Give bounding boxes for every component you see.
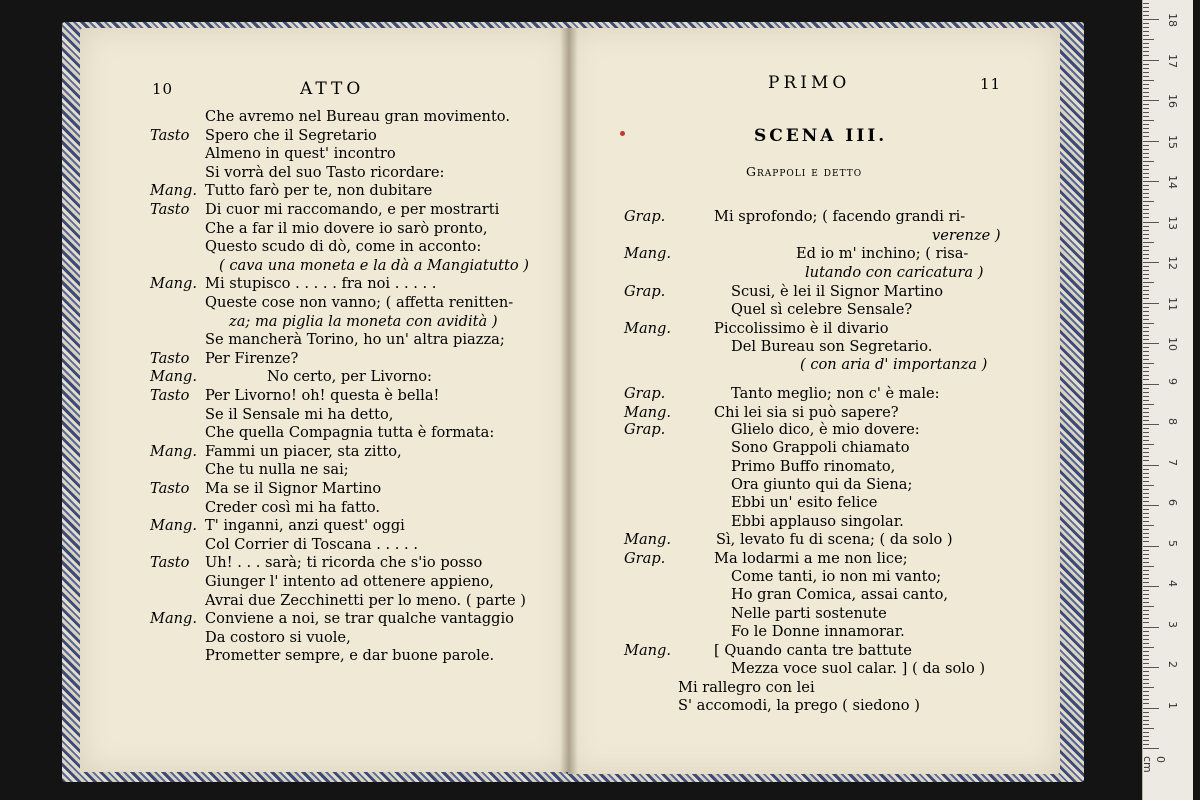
- ruler-tick: [1143, 242, 1154, 243]
- speaker-label: Mang.: [624, 642, 672, 659]
- ruler-tick: [1143, 469, 1149, 470]
- ruler-tick: [1143, 60, 1159, 61]
- speaker-label: Tasto: [150, 349, 190, 367]
- verse-line: Fo le Donne innamorar.: [731, 623, 905, 640]
- verse-line: Ebbi un' esito felice: [731, 494, 878, 511]
- ruler-tick: [1143, 335, 1149, 336]
- verse-line: Sono Grappoli chiamato: [731, 439, 910, 456]
- ruler-tick: [1143, 294, 1149, 295]
- ruler-tick: [1143, 189, 1149, 190]
- ruler-tick: [1143, 68, 1149, 69]
- ruler-tick: [1143, 250, 1149, 251]
- ruler-number: 1: [1166, 701, 1179, 709]
- red-ink-mark: [620, 131, 625, 136]
- ruler-tick: [1143, 274, 1149, 275]
- verse-line: Scusi, è lei il Signor Martino: [731, 283, 944, 300]
- ruler-tick: [1143, 546, 1159, 547]
- ruler-tick: [1143, 181, 1159, 182]
- ruler-tick: [1143, 193, 1149, 194]
- speaker-label: Tasto: [150, 554, 190, 572]
- ruler-tick: [1143, 88, 1149, 89]
- verse-line: Per Firenze?: [205, 349, 299, 367]
- ruler-tick: [1143, 525, 1154, 526]
- ruler-tick: [1143, 80, 1154, 81]
- verse-line: Ho gran Comica, assai canto,: [731, 586, 949, 603]
- ruler-tick: [1143, 201, 1154, 202]
- ruler-tick: [1143, 428, 1149, 429]
- ruler-tick: [1143, 222, 1159, 223]
- ruler-tick: [1143, 618, 1149, 619]
- book-gutter: [560, 28, 578, 774]
- ruler-tick: [1143, 396, 1149, 397]
- ruler-tick: [1143, 424, 1159, 425]
- verse-line: Conviene a noi, se trar qualche vantaggio: [205, 610, 514, 628]
- ruler-number: 5: [1166, 539, 1179, 547]
- ruler-tick: [1143, 651, 1149, 652]
- ruler-tick: [1143, 7, 1149, 8]
- ruler-tick: [1143, 558, 1149, 559]
- ruler-tick: [1143, 655, 1149, 656]
- ruler-tick: [1143, 108, 1149, 109]
- ruler-tick: [1143, 84, 1149, 85]
- ruler-tick: [1143, 145, 1149, 146]
- speaker-label: Mang.: [150, 442, 198, 460]
- ruler-number: 9: [1166, 377, 1179, 385]
- ruler-number: 15: [1166, 134, 1179, 149]
- ruler-tick: [1143, 104, 1149, 105]
- ruler-tick: [1143, 298, 1149, 299]
- ruler-number: 3: [1166, 620, 1179, 628]
- ruler-tick: [1143, 537, 1149, 538]
- ruler-tick: [1143, 347, 1149, 348]
- verse-line: Sì, levato fu di scena; ( da solo ): [716, 531, 953, 548]
- ruler-tick: [1143, 550, 1149, 551]
- ruler-tick: [1143, 392, 1149, 393]
- ruler-tick: [1143, 566, 1154, 567]
- ruler-tick: [1143, 699, 1149, 700]
- ruler-unit-label: 0 cm: [1141, 756, 1167, 773]
- verse-line: Che a far il mio dovere io sarò pronto,: [205, 219, 488, 237]
- ruler-tick: [1143, 716, 1149, 717]
- verse-line: Che tu nulla ne sai;: [205, 461, 349, 479]
- ruler-tick: [1143, 740, 1149, 741]
- ruler-tick: [1143, 485, 1154, 486]
- ruler-tick: [1143, 748, 1159, 749]
- ruler-tick: [1143, 165, 1149, 166]
- verse-line: No certo, per Livorno:: [267, 368, 432, 386]
- ruler-tick: [1143, 141, 1159, 142]
- speaker-label: Grap.: [624, 283, 666, 300]
- ruler-number: 11: [1166, 296, 1179, 311]
- ruler-number: 10: [1166, 337, 1179, 351]
- ruler-number: 2: [1166, 661, 1179, 668]
- ruler-tick: [1143, 39, 1154, 40]
- ruler-tick: [1143, 116, 1149, 117]
- ruler-tick: [1143, 136, 1149, 137]
- ruler-tick: [1143, 489, 1149, 490]
- right-running-head: PRIMO: [768, 73, 851, 93]
- verse-line: T' inganni, anzi quest' oggi: [205, 517, 405, 535]
- ruler-tick: [1143, 23, 1149, 24]
- ruler-tick: [1143, 238, 1149, 239]
- ruler-tick: [1143, 246, 1149, 247]
- ruler-tick: [1143, 574, 1149, 575]
- ruler-tick: [1143, 92, 1149, 93]
- ruler-tick: [1143, 404, 1154, 405]
- verse-line: Ma se il Signor Martino: [205, 480, 382, 497]
- ruler-tick: [1143, 31, 1149, 32]
- ruler-tick: [1143, 720, 1149, 721]
- ruler-tick: [1143, 177, 1149, 178]
- ruler-number: 12: [1166, 256, 1179, 270]
- ruler-tick: [1143, 388, 1149, 389]
- ruler-tick: [1143, 367, 1149, 368]
- ruler-tick: [1143, 432, 1149, 433]
- speaker-label: Mang.: [150, 275, 198, 293]
- ruler-tick: [1143, 444, 1154, 445]
- speaker-label: Tasto: [150, 387, 190, 404]
- ruler-number: 7: [1166, 458, 1179, 466]
- speaker-label: Mang.: [150, 182, 198, 200]
- ruler-tick: [1143, 460, 1149, 461]
- ruler-number: 8: [1166, 418, 1179, 425]
- ruler-tick: [1143, 339, 1149, 340]
- verse-line: verenze ): [932, 227, 1001, 244]
- speaker-label: Mang.: [624, 531, 672, 548]
- ruler-tick: [1143, 744, 1149, 745]
- ruler-tick: [1143, 303, 1159, 304]
- ruler-tick: [1143, 282, 1154, 283]
- ruler-tick: [1143, 481, 1149, 482]
- ruler-tick: [1143, 708, 1159, 709]
- ruler-tick: [1143, 724, 1149, 725]
- ruler-tick: [1143, 11, 1149, 12]
- ruler-tick: [1143, 149, 1149, 150]
- ruler-tick: [1143, 315, 1149, 316]
- ruler-tick: [1143, 153, 1149, 154]
- verse-line: S' accomodi, la prego ( siedono ): [678, 697, 920, 714]
- verse-line: Mi stupisco . . . . . fra noi . . . . .: [205, 275, 437, 293]
- verse-line: [ Quando canta tre battute: [714, 642, 912, 659]
- ruler-tick: [1143, 465, 1159, 466]
- verse-line: ( con aria d' importanza ): [800, 356, 988, 373]
- verse-line: Se mancherà Torino, ho un' altra piazza;: [205, 331, 505, 349]
- ruler-number: 6: [1166, 499, 1179, 506]
- ruler-tick: [1143, 270, 1149, 271]
- ruler-tick: [1143, 590, 1149, 591]
- ruler-tick: [1143, 570, 1149, 571]
- ruler-tick: [1143, 594, 1149, 595]
- ruler-tick: [1143, 290, 1149, 291]
- ruler-tick: [1143, 578, 1149, 579]
- ruler-tick: [1143, 456, 1149, 457]
- verse-line: Questo scudo di dò, come in acconto:: [205, 238, 482, 256]
- speaker-label: Tasto: [150, 480, 190, 497]
- speaker-label: Mang.: [150, 368, 198, 386]
- verse-line: Col Corrier di Toscana . . . . .: [205, 535, 418, 553]
- ruler-tick: [1143, 254, 1149, 255]
- ruler-tick: [1143, 562, 1149, 563]
- ruler-number: 18: [1166, 13, 1179, 27]
- ruler-tick: [1143, 606, 1154, 607]
- ruler-tick: [1143, 355, 1149, 356]
- ruler-tick: [1143, 278, 1149, 279]
- ruler-tick: [1143, 440, 1149, 441]
- ruler-tick: [1143, 497, 1149, 498]
- verse-line: Mi rallegro con lei: [678, 679, 815, 696]
- verse-line: Da costoro si vuole,: [205, 628, 351, 646]
- verse-line: ( cava una moneta e la dà a Mangiatutto ): [219, 256, 529, 274]
- ruler-tick: [1143, 602, 1149, 603]
- ruler-tick: [1143, 683, 1149, 684]
- verse-line: Prometter sempre, e dar buone parole.: [205, 647, 495, 665]
- ruler-tick: [1143, 323, 1154, 324]
- speaker-label: Tasto: [150, 201, 190, 218]
- verse-line: Creder così mi ha fatto.: [205, 498, 381, 516]
- ruler-tick: [1143, 529, 1149, 530]
- ruler-tick: [1143, 47, 1149, 48]
- ruler-tick: [1143, 687, 1154, 688]
- verse-line: Tutto farò per te, non dubitare: [205, 182, 433, 200]
- verse-line: Che avremo nel Bureau gran movimento.: [205, 108, 510, 125]
- verse-line: Almeno in quest' incontro: [205, 145, 396, 163]
- ruler-tick: [1143, 286, 1149, 287]
- ruler-tick: [1143, 614, 1149, 615]
- ruler-tick: [1143, 343, 1159, 344]
- ruler-tick: [1143, 307, 1149, 308]
- ruler-tick: [1143, 371, 1149, 372]
- verse-line: Quel sì celebre Sensale?: [731, 301, 913, 318]
- verse-line: Piccolissimo è il divario: [714, 320, 889, 337]
- verse-line: Chi lei sia si può sapere?: [714, 404, 899, 421]
- verse-line: Queste cose non vanno; ( affetta renitten-: [205, 294, 514, 311]
- ruler-tick: [1143, 671, 1149, 672]
- ruler-tick: [1143, 3, 1149, 4]
- verse-line: Ebbi applauso singolar.: [731, 513, 904, 530]
- verse-line: Che quella Compagnia tutta è formata:: [205, 424, 495, 442]
- ruler-tick: [1143, 582, 1149, 583]
- ruler-tick: [1143, 448, 1149, 449]
- ruler-tick: [1143, 452, 1149, 453]
- ruler-tick: [1143, 226, 1149, 227]
- ruler-tick: [1143, 217, 1149, 218]
- ruler-tick: [1143, 120, 1154, 121]
- ruler-number: 14: [1166, 175, 1179, 189]
- ruler-tick: [1143, 132, 1149, 133]
- ruler-tick: [1143, 55, 1149, 56]
- ruler-tick: [1143, 213, 1149, 214]
- verse-line: Come tanti, io non mi vanto;: [731, 568, 942, 585]
- ruler-tick: [1143, 375, 1149, 376]
- ruler-tick: [1143, 728, 1154, 729]
- ruler-tick: [1143, 533, 1149, 534]
- ruler-tick: [1143, 19, 1159, 20]
- speaker-label: Mang.: [624, 320, 672, 337]
- ruler-tick: [1143, 359, 1149, 360]
- verse-line: lutando con caricatura ): [805, 264, 984, 281]
- verse-line: Giunger l' intento ad ottenere appieno,: [205, 573, 494, 590]
- verse-line: Del Bureau son Segretario.: [731, 338, 933, 355]
- ruler-tick: [1143, 416, 1149, 417]
- ruler-tick: [1143, 517, 1149, 518]
- verse-line: Ora giunto qui da Siena;: [731, 476, 913, 493]
- ruler-tick: [1143, 712, 1149, 713]
- ruler-tick: [1143, 643, 1149, 644]
- ruler-tick: [1143, 379, 1149, 380]
- ruler-tick: [1143, 736, 1149, 737]
- ruler-tick: [1143, 262, 1159, 263]
- ruler-tick: [1143, 695, 1149, 696]
- verse-line: Primo Buffo rinomato,: [731, 458, 896, 475]
- ruler-tick: [1143, 100, 1159, 101]
- ruler-tick: [1143, 622, 1149, 623]
- speaker-label: Tasto: [150, 126, 190, 144]
- verse-line: Fammi un piacer, sta zitto,: [205, 442, 402, 460]
- ruler-tick: [1143, 128, 1149, 129]
- ruler-tick: [1143, 384, 1159, 385]
- ruler-tick: [1143, 319, 1149, 320]
- speaker-label: Mang.: [150, 610, 198, 628]
- ruler-tick: [1143, 493, 1149, 494]
- ruler-tick: [1143, 473, 1149, 474]
- ruler-tick: [1143, 732, 1149, 733]
- ruler-tick: [1143, 363, 1154, 364]
- ruler-tick: [1143, 311, 1149, 312]
- ruler-tick: [1143, 659, 1149, 660]
- speaker-label: Grap.: [624, 385, 666, 402]
- ruler-tick: [1143, 161, 1154, 162]
- ruler-tick: [1143, 35, 1149, 36]
- speaker-label: Mang.: [624, 245, 672, 262]
- ruler-tick: [1143, 234, 1149, 235]
- verse-line: Spero che il Segretario: [205, 126, 377, 144]
- ruler-tick: [1143, 505, 1159, 506]
- ruler-tick: [1143, 509, 1149, 510]
- left-running-head: ATTO: [300, 79, 365, 99]
- left-page-number: 10: [152, 80, 174, 98]
- ruler-tick: [1143, 27, 1149, 28]
- ruler-tick: [1143, 400, 1149, 401]
- verse-line: Di cuor mi raccomando, e per mostrarti: [205, 201, 500, 218]
- ruler-tick: [1143, 586, 1159, 587]
- ruler-number: 16: [1166, 94, 1179, 108]
- ruler-tick: [1143, 230, 1149, 231]
- speaker-label: Grap.: [624, 550, 666, 567]
- verse-line: za; ma piglia la moneta con avidità ): [229, 312, 498, 330]
- verse-line: Nelle parti sostenute: [731, 605, 887, 622]
- ruler-tick: [1143, 51, 1149, 52]
- ruler-tick: [1143, 691, 1149, 692]
- ruler-tick: [1143, 15, 1149, 16]
- ruler-tick: [1143, 327, 1149, 328]
- ruler-tick: [1143, 205, 1149, 206]
- ruler-tick: [1143, 513, 1149, 514]
- verse-line: Per Livorno! oh! questa è bella!: [205, 387, 440, 404]
- ruler-tick: [1143, 72, 1149, 73]
- ruler-tick: [1143, 541, 1149, 542]
- verse-line: Glielo dico, è mio dovere:: [731, 421, 920, 438]
- ruler-tick: [1143, 185, 1149, 186]
- measurement-ruler: [1142, 0, 1193, 800]
- verse-line: Mezza voce suol calar. ] ( da solo ): [731, 660, 986, 677]
- ruler-tick: [1143, 639, 1149, 640]
- ruler-tick: [1143, 667, 1159, 668]
- verse-line: Tanto meglio; non c' è male:: [731, 385, 940, 402]
- verse-line: Ma lodarmi a me non lice;: [714, 550, 908, 567]
- ruler-tick: [1143, 112, 1149, 113]
- ruler-tick: [1143, 76, 1149, 77]
- ruler-tick: [1143, 408, 1149, 409]
- ruler-tick: [1143, 598, 1149, 599]
- ruler-tick: [1143, 521, 1149, 522]
- ruler-tick: [1143, 647, 1154, 648]
- verse-line: Avrai due Zecchinetti per lo meno. ( parte ): [205, 591, 527, 609]
- verse-line: Se il Sensale mi ha detto,: [205, 405, 394, 423]
- ruler-tick: [1143, 675, 1149, 676]
- ruler-tick: [1143, 197, 1149, 198]
- ruler-tick: [1143, 351, 1149, 352]
- ruler-tick: [1143, 631, 1149, 632]
- ruler-tick: [1143, 420, 1149, 421]
- ruler-tick: [1143, 635, 1149, 636]
- ruler-number: 13: [1166, 215, 1179, 230]
- right-page-number: 11: [980, 75, 1002, 93]
- ruler-tick: [1143, 554, 1149, 555]
- ruler-tick: [1143, 169, 1149, 170]
- ruler-number: 4: [1166, 580, 1179, 587]
- speaker-label: Grap.: [624, 208, 666, 225]
- ruler-tick: [1143, 477, 1149, 478]
- ruler-tick: [1143, 266, 1149, 267]
- ruler-tick: [1143, 501, 1149, 502]
- verse-line: Mi sprofondo; ( facendo grandi ri-: [714, 208, 966, 225]
- ruler-tick: [1143, 331, 1149, 332]
- ruler-tick: [1143, 96, 1149, 97]
- speaker-label: Mang.: [624, 404, 672, 421]
- ruler-number: 17: [1166, 53, 1179, 68]
- ruler-tick: [1143, 627, 1159, 628]
- ruler-tick: [1143, 124, 1149, 125]
- ruler-tick: [1143, 679, 1149, 680]
- ruler-tick: [1143, 157, 1149, 158]
- verse-line: Ed io m' inchino; ( risa-: [796, 245, 969, 262]
- verse-line: Uh! . . . sarà; ti ricorda che s'io posso: [205, 554, 483, 572]
- ruler-tick: [1143, 258, 1149, 259]
- ruler-tick: [1143, 173, 1149, 174]
- ruler-tick: [1143, 663, 1149, 664]
- scene-title: SCENA III.: [754, 126, 888, 146]
- ruler-tick: [1143, 436, 1149, 437]
- ruler-tick: [1143, 703, 1149, 704]
- ruler-tick: [1143, 64, 1149, 65]
- verse-line: Si vorrà del suo Tasto ricordare:: [205, 163, 445, 181]
- scene-subtitle: Grappoli e detto: [746, 164, 863, 179]
- ruler-tick: [1143, 412, 1149, 413]
- speaker-label: Mang.: [150, 517, 198, 535]
- ruler-tick: [1143, 610, 1149, 611]
- ruler-tick: [1143, 209, 1149, 210]
- speaker-label: Grap.: [624, 421, 666, 438]
- ruler-tick: [1143, 43, 1149, 44]
